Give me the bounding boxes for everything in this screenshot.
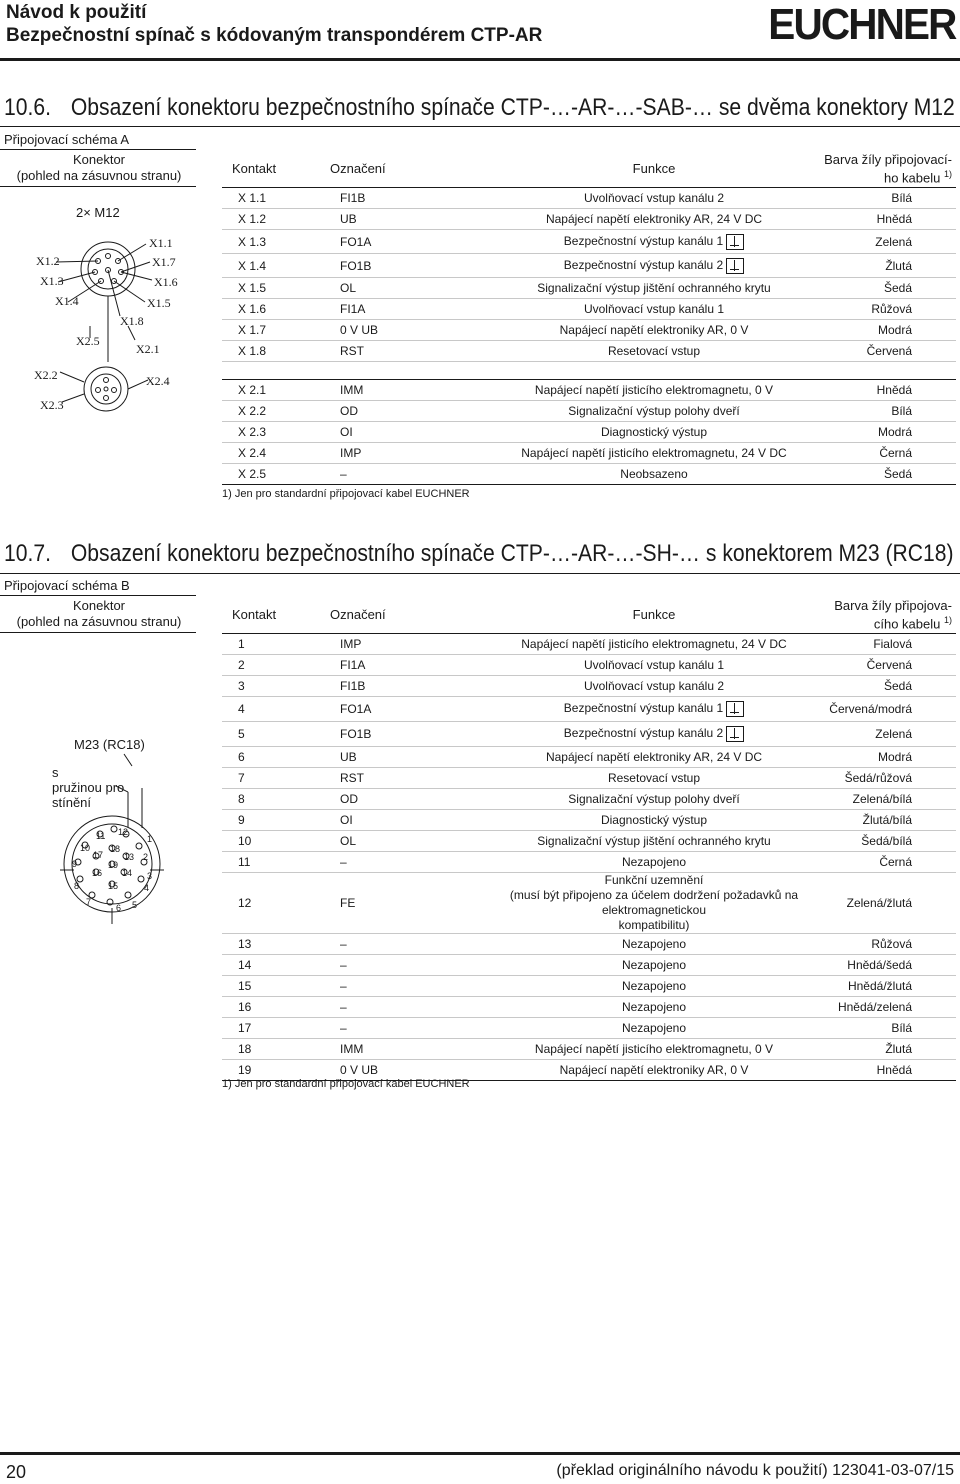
pin-label-x15: X1.5 [147,296,171,310]
cell-kontakt: X 2.3 [222,422,312,443]
svg-text:11: 11 [96,831,106,841]
pin-label-x14: X1.4 [55,294,79,308]
table-row [222,697,956,722]
table-row [222,341,956,362]
cell-funkce: Nezapojeno [502,955,806,976]
cell-barva: Bílá [806,401,956,422]
pin-table-a [222,150,956,485]
cell-kontakt: 1 [222,634,312,655]
svg-text:1: 1 [147,834,153,844]
table-row [222,299,956,320]
cell-kontakt: 2 [222,655,312,676]
konektor-view-label: (pohled na zásuvnou stranu) [16,168,182,183]
cell-oznaceni: UB [312,747,502,768]
col-funkce: Funkce [502,150,806,188]
cell-oznaceni: IMM [312,380,502,401]
cell-kontakt: X 1.7 [222,320,312,341]
col-oznaceni: Označení [312,150,502,188]
cell-oznaceni: – [312,852,502,873]
cell-oznaceni: OD [312,401,502,422]
pin-label-x18: X1.8 [120,314,144,328]
table-row [222,230,956,254]
cell-oznaceni: FO1B [312,254,502,278]
section-rule [0,126,960,127]
col-barva [806,596,956,634]
cell-funkce: Signalizační výstup jištění ochranného krytu [502,831,806,852]
table-row [222,401,956,422]
table-row [222,831,956,852]
cell-oznaceni: FI1A [312,655,502,676]
cell-kontakt: 11 [222,852,312,873]
cell-oznaceni: FI1B [312,188,502,209]
cell-oznaceni: – [312,955,502,976]
cell-barva: Červená [806,655,956,676]
section-title: Obsazení konektoru bezpečnostního spínače CTP-…-AR-…-SAB-… se dvěma konektory M12 [70,94,955,121]
schema-label: Připojovací schéma A [4,132,130,147]
schema-rule [0,632,196,633]
table-row [222,278,956,299]
section-title: Obsazení konektoru bezpečnostního spínače CTP-…-AR-…-SH-… s konektorem M23 (RC18) [70,540,954,567]
cell-kontakt: X 2.4 [222,443,312,464]
connector-type-label: M23 (RC18) [74,737,145,752]
pin-label-x17: X1.7 [152,255,176,269]
pin-label-x25: X2.5 [76,334,100,348]
cell-barva: Fialová [806,634,956,655]
cell-kontakt: 6 [222,747,312,768]
section-rule [0,573,960,574]
cell-barva: Žlutá/bílá [806,810,956,831]
header-rule [0,58,960,61]
page-number: 20 [6,1462,27,1482]
pin-label-x21: X2.1 [136,342,160,356]
cell-funkce: Resetovací vstup [502,341,806,362]
x1-connector-outer [81,242,135,296]
schema-rule [0,595,196,596]
konektor-caption [4,598,194,630]
cell-kontakt: 17 [222,1018,312,1039]
cell-kontakt: X 1.3 [222,230,312,254]
cell-oznaceni: OD [312,789,502,810]
cell-kontakt: 8 [222,789,312,810]
cell-kontakt: X 2.2 [222,401,312,422]
pin-label-x23: X2.3 [40,398,64,412]
cell-barva: Modrá [806,422,956,443]
cell-funkce: Napájecí napětí elektroniky AR, 24 V DC [502,747,806,768]
cell-oznaceni: FO1B [312,722,502,747]
col-funkce: Funkce [502,596,806,634]
table-row [222,873,956,934]
section-heading-10-6 [4,94,955,122]
cell-oznaceni: UB [312,209,502,230]
spring-label-line1: s [52,765,59,780]
footnote: 1) Jen pro standardní připojovací kabel EUCHNER [222,1078,470,1090]
section-number: 10.6. [4,94,51,121]
cell-kontakt: X 1.2 [222,209,312,230]
table-row [222,422,956,443]
cell-funkce-line3: kompatibilitu) [618,918,690,933]
cell-barva: Bílá [806,188,956,209]
safety-output-symbol-icon [726,258,744,274]
table-row [222,443,956,464]
cell-funkce: Napájecí napětí jisticího elektromagnetu, 0 V [502,380,806,401]
m23-pin-numbers [40,748,190,938]
table-row [222,209,956,230]
cell-barva: Hnědá/šedá [806,955,956,976]
cell-kontakt: 3 [222,676,312,697]
table-header-row [222,150,956,188]
cell-barva: Hnědá/žlutá [806,976,956,997]
cell-oznaceni: – [312,997,502,1018]
cell-funkce: Signalizační výstup jištění ochranného krytu [502,278,806,299]
manual-title: Návod k použití [6,2,147,23]
cell-barva: Šedá [806,464,956,485]
cell-barva: Zelená/žlutá [806,873,956,934]
cell-oznaceni: IMP [312,443,502,464]
footer-reference: (překlad originálního návodu k použití) 123041-03-07/15 [556,1462,954,1479]
cell-oznaceni: – [312,464,502,485]
safety-output-symbol-icon [726,726,744,742]
svg-text:13: 13 [124,852,135,862]
cell-kontakt: 9 [222,810,312,831]
cell-funkce: Uvolňovací vstup kanálu 1 [502,655,806,676]
cell-oznaceni: RST [312,768,502,789]
cell-funkce: Diagnostický výstup [502,422,806,443]
svg-text:14: 14 [122,868,133,878]
cell-barva: Žlutá [806,254,956,278]
table-row [222,655,956,676]
manual-subtitle: Bezpečnostní spínač s kódovaným transpondérem CTP-AR [6,25,543,46]
pin-label-x24: X2.4 [146,374,170,388]
col-barva-line1: Barva žíly připojovací- [824,152,952,167]
table-row [222,464,956,485]
table-row [222,254,956,278]
svg-text:2: 2 [143,852,149,862]
cell-oznaceni: 0 V UB [312,1060,502,1081]
table-spacer-row [222,362,956,380]
cell-barva: Zelená/bílá [806,789,956,810]
cell-funkce-text: Bezpečnostní výstup kanálu 2 [563,726,724,741]
svg-text:15: 15 [108,881,119,891]
col-barva [806,150,956,188]
cell-barva: Červená [806,341,956,362]
svg-text:18: 18 [110,844,121,854]
svg-text:9: 9 [72,859,78,869]
table-row [222,810,956,831]
cell-kontakt: X 1.6 [222,299,312,320]
cell-oznaceni: – [312,934,502,955]
svg-text:5: 5 [132,900,138,910]
pin-table-b [222,596,956,1081]
cell-funkce [502,254,806,278]
cell-barva: Šedá/růžová [806,768,956,789]
cell-barva: Zelená [806,230,956,254]
cell-funkce: Napájecí napětí elektroniky AR, 24 V DC [502,209,806,230]
table-row [222,676,956,697]
cell-kontakt: X 1.4 [222,254,312,278]
cell-funkce: Nezapojeno [502,852,806,873]
schema-label: Připojovací schéma B [4,578,130,593]
svg-text:16: 16 [92,868,103,878]
cell-barva: Bílá [806,1018,956,1039]
cell-funkce: Nezapojeno [502,976,806,997]
cell-barva: Zelená [806,722,956,747]
cell-oznaceni: RST [312,341,502,362]
cell-oznaceni: OI [312,422,502,443]
cell-oznaceni: – [312,976,502,997]
svg-text:8: 8 [74,881,80,891]
col-barva-line2: cího kabelu [873,616,941,632]
pin-label-x12: X1.2 [36,254,60,268]
konektor-label: Konektor [72,152,126,167]
section-number: 10.7. [4,540,51,567]
cell-oznaceni: OI [312,810,502,831]
cell-funkce: Nezapojeno [502,997,806,1018]
cell-funkce: Signalizační výstup polohy dveří [502,401,806,422]
footnote: 1) Jen pro standardní připojovací kabel EUCHNER [222,488,470,500]
schema-rule [0,149,196,150]
cell-barva: Hnědá [806,380,956,401]
cell-barva: Hnědá/zelená [806,997,956,1018]
euchner-logo: EUCHNER [768,0,956,49]
footnote-ref: 1) [943,169,952,179]
cell-funkce: Diagnostický výstup [502,810,806,831]
table-row [222,380,956,401]
col-barva-line2: ho kabelu [883,170,941,186]
cell-oznaceni: FO1A [312,697,502,722]
pin-label-x22: X2.2 [34,368,58,382]
cell-funkce: Uvolňovací vstup kanálu 2 [502,676,806,697]
cell-funkce: Uvolňovací vstup kanálu 1 [502,299,806,320]
footnote-ref: 1) [943,615,952,625]
table-row [222,1039,956,1060]
table-header-row [222,596,956,634]
cell-funkce [502,697,806,722]
svg-text:17: 17 [93,850,104,860]
pin-label-x11: X1.1 [149,236,173,250]
x1-connector-inner [88,249,128,289]
cell-kontakt: 10 [222,831,312,852]
cell-barva: Šedá [806,278,956,299]
section-heading-10-7 [4,540,954,568]
spring-label-line2: pružinou pro [52,780,125,795]
cell-barva: Hnědá [806,209,956,230]
cell-barva: Černá [806,852,956,873]
cell-funkce: Nezapojeno [502,934,806,955]
cell-funkce-line2: (musí být připojeno za účelem dodržení požadavků na elektromagnetickou [509,888,799,918]
cell-barva: Růžová [806,299,956,320]
pin-label-x16: X1.6 [154,275,178,289]
cell-kontakt: 4 [222,697,312,722]
cell-funkce [502,722,806,747]
cell-barva: Modrá [806,747,956,768]
col-oznaceni: Označení [312,596,502,634]
cell-oznaceni: FO1A [312,230,502,254]
cell-kontakt: 16 [222,997,312,1018]
cell-funkce: Napájecí napětí elektroniky AR, 0 V [502,1060,806,1081]
cell-funkce [502,873,806,934]
cell-barva: Růžová [806,934,956,955]
table-row [222,934,956,955]
cell-kontakt: 18 [222,1039,312,1060]
konektor-caption [4,152,194,184]
cell-funkce: Napájecí napětí elektroniky AR, 0 V [502,320,806,341]
cell-kontakt: 5 [222,722,312,747]
cell-oznaceni: FI1B [312,676,502,697]
safety-output-symbol-icon [726,701,744,717]
cell-oznaceni: FI1A [312,299,502,320]
table-row [222,1018,956,1039]
table-row [222,768,956,789]
cell-funkce [502,230,806,254]
cell-oznaceni: OL [312,278,502,299]
konektor-view-label: (pohled na zásuvnou stranu) [16,614,182,629]
cell-kontakt: 7 [222,768,312,789]
table-row [222,747,956,768]
connector-type-label: 2× M12 [76,205,120,220]
cell-kontakt: X 1.8 [222,341,312,362]
cell-oznaceni: – [312,1018,502,1039]
table-row [222,188,956,209]
table-row [222,320,956,341]
cell-kontakt: 13 [222,934,312,955]
svg-text:19: 19 [108,860,119,870]
table-row [222,976,956,997]
cell-funkce: Napájecí napětí jisticího elektromagnetu, 0 V [502,1039,806,1060]
cell-kontakt: X 1.5 [222,278,312,299]
col-kontakt: Kontakt [222,596,312,634]
cell-funkce-text: Bezpečnostní výstup kanálu 2 [563,258,724,272]
svg-text:3: 3 [147,871,153,881]
cell-barva: Žlutá [806,1039,956,1060]
schema-rule [0,186,196,187]
footer-rule [0,1452,960,1455]
konektor-label: Konektor [72,598,126,613]
cell-funkce: Signalizační výstup polohy dveří [502,789,806,810]
cell-funkce: Napájecí napětí jisticího elektromagnetu, 24 V DC [502,443,806,464]
cell-kontakt: X 2.1 [222,380,312,401]
cell-barva: Černá [806,443,956,464]
cell-funkce: Resetovací vstup [502,768,806,789]
safety-output-symbol-icon [726,234,744,250]
cell-funkce: Nezapojeno [502,1018,806,1039]
cell-barva: Šedá [806,676,956,697]
cell-oznaceni: FE [312,873,502,934]
table-row [222,997,956,1018]
cell-funkce: Uvolňovací vstup kanálu 2 [502,188,806,209]
cell-funkce-text: Bezpečnostní výstup kanálu 1 [563,701,724,716]
svg-text:7: 7 [86,897,92,907]
cell-oznaceni: 0 V UB [312,320,502,341]
cell-kontakt: 12 [222,873,312,934]
cell-barva: Modrá [806,320,956,341]
cell-kontakt: X 1.1 [222,188,312,209]
col-barva-line1: Barva žíly připojova- [834,598,952,613]
table-row [222,955,956,976]
cell-oznaceni: OL [312,831,502,852]
cell-oznaceni: IMM [312,1039,502,1060]
col-kontakt: Kontakt [222,150,312,188]
m12-connector-diagram [0,222,200,422]
cell-kontakt: X 2.5 [222,464,312,485]
cell-kontakt: 14 [222,955,312,976]
table-row [222,634,956,655]
svg-text:4: 4 [144,883,150,893]
cell-oznaceni: IMP [312,634,502,655]
table-row [222,722,956,747]
svg-text:10: 10 [80,843,91,853]
cell-barva: Červená/modrá [806,697,956,722]
cell-funkce-text: Bezpečnostní výstup kanálu 1 [563,234,724,248]
cell-kontakt: 19 [222,1060,312,1081]
cell-kontakt: 15 [222,976,312,997]
cell-funkce-line1: Funkční uzemnění [604,873,704,888]
svg-text:12: 12 [118,827,129,837]
spring-label-line3: stínění [52,795,92,810]
cell-barva: Hnědá [806,1060,956,1081]
cell-barva: Šedá/bílá [806,831,956,852]
table-row [222,852,956,873]
svg-text:6: 6 [116,903,122,913]
cell-funkce: Neobsazeno [502,464,806,485]
cell-funkce: Napájecí napětí jisticího elektromagnetu, 24 V DC [502,634,806,655]
table-row [222,789,956,810]
pin-label-x13: X1.3 [40,274,64,288]
